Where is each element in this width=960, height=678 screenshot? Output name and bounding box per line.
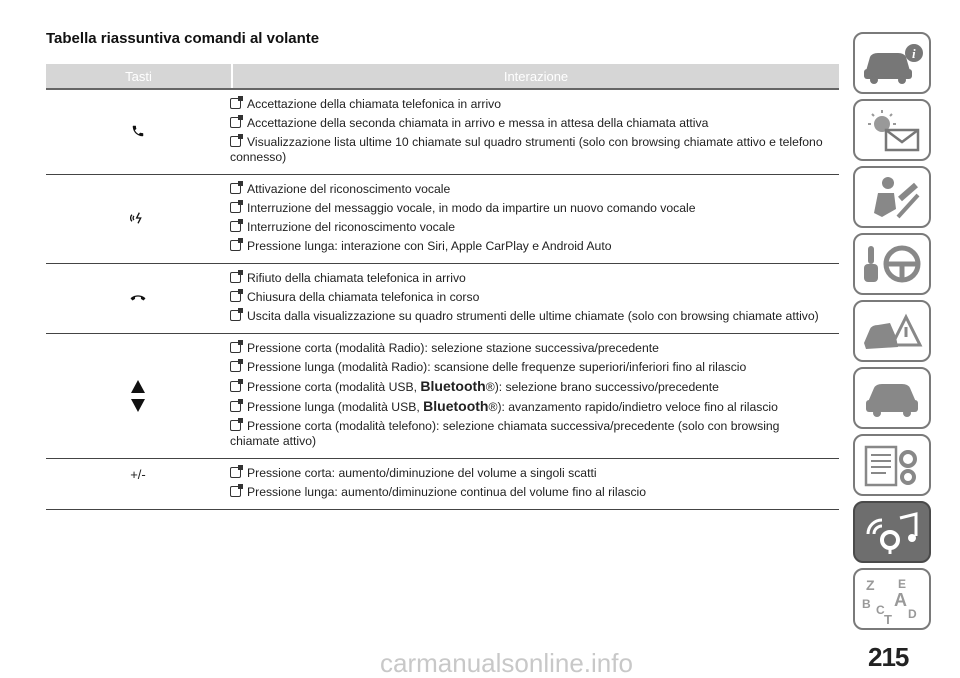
seat-airbag-icon [860, 175, 924, 219]
table-row [46, 175, 839, 264]
key-cell [46, 175, 230, 263]
tab-index[interactable] [853, 568, 931, 630]
bullet-icon [230, 240, 241, 251]
table-header [46, 64, 839, 90]
svg-text:D: D [908, 607, 917, 621]
list-item: Pressione corta (modalità USB, Bluetooth®): selezione brano successivo/precedente [230, 379, 829, 395]
table-row [46, 264, 839, 334]
key-cell [46, 264, 230, 333]
interaction-cell [230, 175, 839, 263]
bullet-icon [230, 202, 241, 213]
bullet-icon [230, 361, 241, 372]
page-title: Tabella riassuntiva comandi al volante [46, 30, 320, 47]
key-cell [46, 334, 230, 458]
bullet-icon [230, 486, 241, 497]
car-crash-warning-icon [860, 309, 924, 353]
tab-service[interactable] [853, 367, 931, 429]
list-item: Pressione corta: aumento/diminuzione del volume a singoli scatti [230, 466, 829, 481]
svg-text:B: B [862, 597, 871, 611]
tab-car-info[interactable] [853, 32, 931, 94]
header-keys: Tasti [46, 64, 233, 88]
list-item: Rifiuto della chiamata telefonica in arrivo [230, 271, 829, 286]
bullet-icon [230, 98, 241, 109]
table-row [46, 459, 839, 510]
list-item: Interruzione del riconoscimento vocale [230, 220, 829, 235]
bullet-icon [230, 420, 241, 431]
page-number: 215 [868, 642, 909, 672]
header-interaction: Interazione [503, 68, 569, 84]
phone-hangup-icon [130, 291, 146, 306]
bullet-icon [230, 310, 241, 321]
list-item: Accettazione della chiamata telefonica in arrivo [230, 97, 829, 112]
list-item: Visualizzazione lista ultime 10 chiamate sul quadro strumenti (solo con browsing chiamate attivo e telefono connesso) [230, 135, 823, 164]
list-item: Pressione lunga: aumento/diminuzione continua del volume fino al rilascio [230, 485, 829, 500]
bullet-icon [230, 342, 241, 353]
svg-text:C: C [876, 603, 885, 617]
bullet-icon [230, 221, 241, 232]
svg-text:Z: Z [866, 577, 875, 593]
arrow-up-icon [131, 380, 145, 393]
index-letters-icon [860, 574, 924, 624]
steering-controls-table [46, 64, 839, 510]
list-item: Pressione lunga (modalità USB, Bluetooth®): avanzamento rapido/indietro veloce fino al rilascio [230, 399, 829, 415]
interaction-cell [230, 459, 839, 509]
warning-light-message-icon [860, 108, 924, 152]
list-item: Chiusura della chiamata telefonica in corso [230, 290, 829, 305]
list-item: Pressione lunga (modalità Radio): scansione delle frequenze superiori/inferiori fino al rilascio [230, 360, 829, 375]
bullet-icon [230, 117, 241, 128]
bullet-icon [230, 136, 241, 147]
bullet-icon [230, 467, 241, 478]
chapter-tabs [853, 32, 931, 635]
bullet-icon [230, 401, 241, 412]
svg-text:E: E [898, 577, 907, 591]
key-cell [46, 459, 230, 509]
voice-recognition-icon [130, 210, 146, 229]
interaction-cell [230, 90, 839, 174]
up-down-arrows-icon [131, 380, 145, 412]
tab-emergency[interactable] [853, 300, 931, 362]
tab-warning-lights[interactable] [853, 99, 931, 161]
svg-text:A: A [894, 590, 907, 610]
car-info-icon [860, 41, 924, 85]
watermark: carmanualsonline.info [380, 648, 633, 678]
interaction-cell [230, 334, 839, 458]
tab-multimedia[interactable] [853, 501, 931, 563]
table-row [46, 90, 839, 175]
interaction-cell [230, 264, 839, 333]
list-item: Interruzione del messaggio vocale, in modo da impartire un nuovo comando vocale [230, 201, 829, 216]
svg-text:T: T [884, 612, 892, 624]
key-steering-wheel-icon [860, 242, 924, 286]
bullet-icon [230, 291, 241, 302]
bullet-icon [230, 381, 241, 392]
bullet-icon [230, 272, 241, 283]
volume-key-label: +/- [130, 467, 146, 482]
tab-technical-data[interactable] [853, 434, 931, 496]
svg-text:i: i [912, 46, 916, 61]
list-item: Attivazione del riconoscimento vocale [230, 182, 829, 197]
arrow-down-icon [131, 399, 145, 412]
list-item: Pressione corta (modalità telefono): selezione chiamata successiva/precedente (solo con browsing chiamate attivo) [230, 419, 780, 448]
tab-starting-driving[interactable] [853, 233, 931, 295]
car-service-icon [860, 376, 924, 420]
multimedia-icon [860, 510, 924, 554]
phone-answer-icon [131, 124, 145, 141]
tab-safety[interactable] [853, 166, 931, 228]
list-item: Uscita dalla visualizzazione su quadro strumenti delle ultime chiamate (solo con browsing chiamate attivo) [230, 309, 829, 324]
technical-data-icon [860, 443, 924, 487]
list-item: Accettazione della seconda chiamata in arrivo e messa in attesa della chiamata attiva [230, 116, 829, 131]
table-row [46, 334, 839, 459]
key-cell [46, 90, 230, 174]
list-item: Pressione lunga: interazione con Siri, Apple CarPlay e Android Auto [230, 239, 829, 254]
list-item: Pressione corta (modalità Radio): selezione stazione successiva/precedente [230, 341, 829, 356]
bullet-icon [230, 183, 241, 194]
